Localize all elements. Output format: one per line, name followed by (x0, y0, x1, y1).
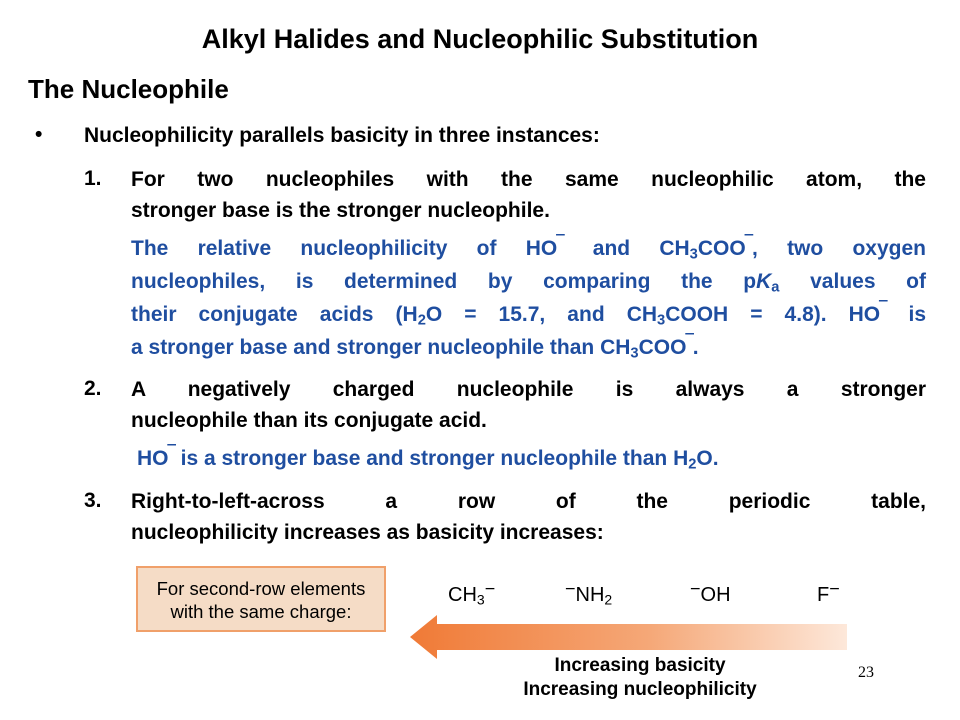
item-1-explain-line-4: a stronger base and stronger nucleophile than $CH_3COO^‾$. (131, 331, 699, 362)
item-3-line-2: nucleophilicity increases as basicity increases: (131, 521, 604, 544)
arrow-labels (505, 654, 775, 702)
axis-label-nucleophilicity: Increasing nucleophilicity (523, 679, 757, 700)
callout-line-2: with the same charge: (170, 601, 352, 622)
item-1-explain-line-1: The relative nucleophilicity of HO‾ and $CH_3COO^‾$, two oxygen (131, 232, 926, 263)
item-3-line-1: Right-to-left-across a row of the periodic table, (131, 490, 926, 513)
item-1-explain-line-2: nucleophiles, is determined by comparing the $pK_a$ values of (131, 270, 926, 296)
axis-label-basicity: Increasing basicity (554, 655, 726, 676)
item-1-line-2: stronger base is the stronger nucleophile. (131, 199, 550, 222)
item-2-explain: HO‾ is a stronger base and stronger nucleophile than $H_2O$. (137, 442, 719, 473)
bullet-text: Nucleophilicity parallels basicity in three instances: (84, 124, 600, 147)
species-ch3: $CH_3^-$ (448, 578, 496, 608)
item-2-number: 2. (84, 377, 102, 400)
callout-line-1: For second-row elements (156, 578, 366, 599)
item-1-explain-line-3: their conjugate acids ($H_2O = 15.7$, and $CH_3COOH = 4.8$). HO‾ is (131, 298, 926, 329)
callout-box (136, 566, 386, 632)
slide-title: Alkyl Halides and Nucleophilic Substitution (201, 24, 759, 54)
item-2-line-2: nucleophile than its conjugate acid. (131, 409, 487, 432)
bullet-marker: • (35, 123, 43, 146)
species-series (420, 578, 870, 614)
item-1-number: 1. (84, 167, 102, 190)
species-f: F− (817, 578, 840, 606)
species-nh2: $^-NH_2$ (565, 578, 613, 608)
item-1-line-1: For two nucleophiles with the same nucleophilic atom, the (131, 168, 926, 191)
item-3-number: 3. (84, 489, 102, 512)
species-oh: −OH (690, 578, 731, 606)
page-number: 23 (858, 664, 874, 681)
slide-subtitle: The Nucleophile (28, 74, 229, 104)
item-2-line-1: A negatively charged nucleophile is always a stronger (131, 378, 926, 401)
